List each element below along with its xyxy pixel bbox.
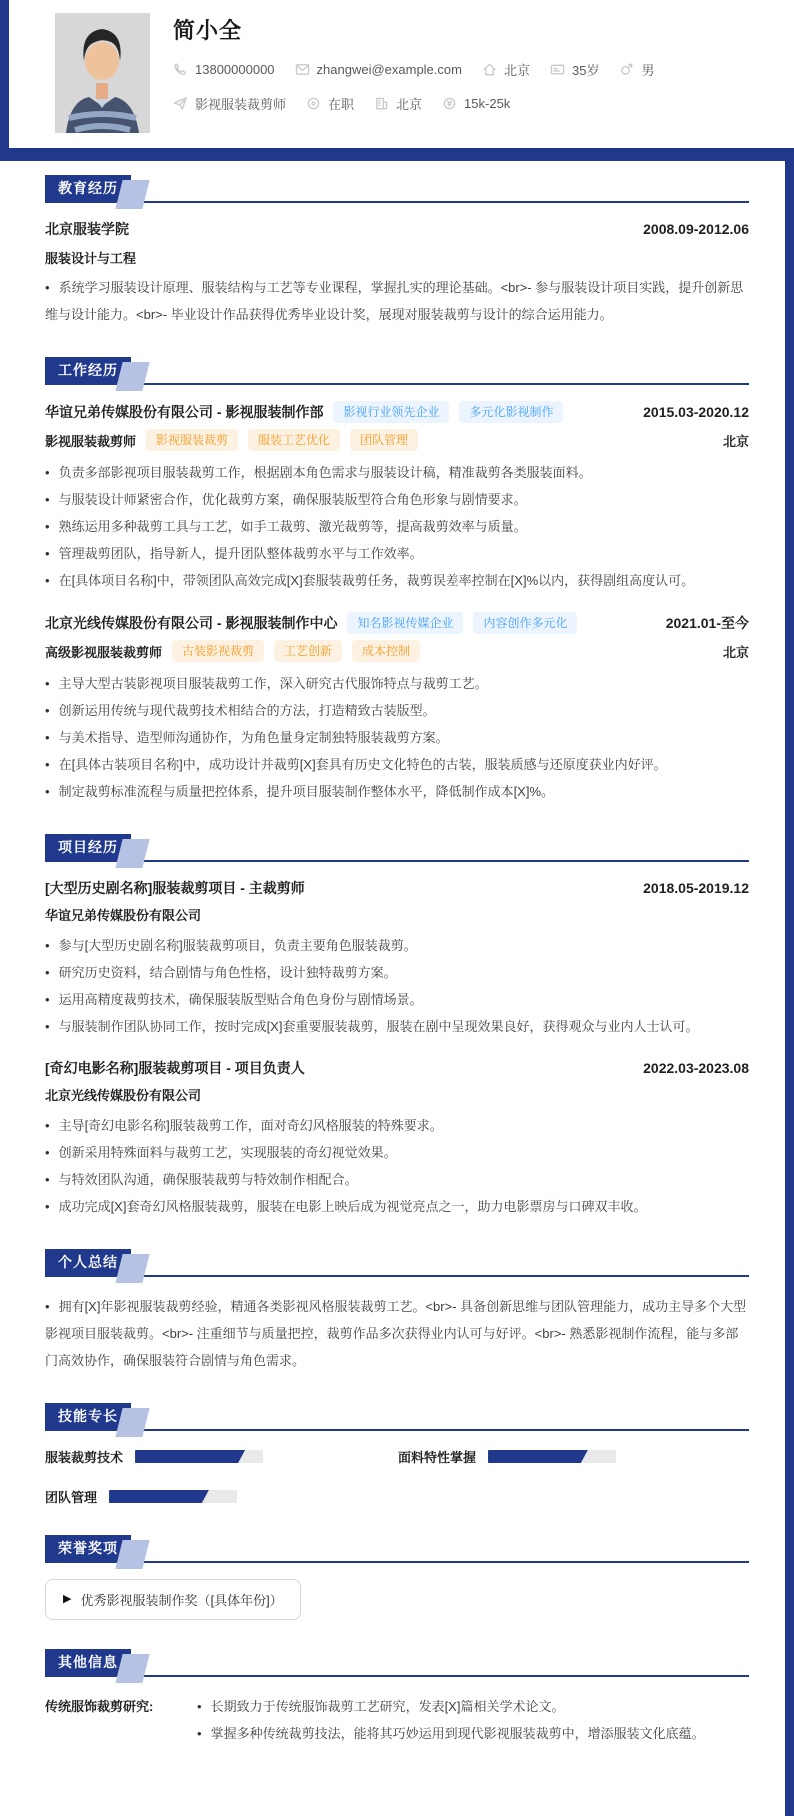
section-badge: 其他信息: [45, 1649, 131, 1676]
project-name: [奇幻电影名称]服装裁剪项目 - 项目负责人: [45, 1060, 305, 1076]
skill-bar-fill: [488, 1450, 588, 1463]
contact-email: [295, 62, 462, 77]
contact-gender-text: 男: [641, 63, 655, 78]
project-name: [大型历史剧名称]服装裁剪项目 - 主裁剪师: [45, 880, 305, 896]
section-title-work: [45, 357, 749, 384]
job-location: 北京: [722, 644, 749, 660]
section-badge: 项目经历: [45, 834, 131, 861]
honor-text: 优秀影视服装制作奖（[具体年份]）: [80, 1593, 283, 1608]
section-title-education: [45, 175, 749, 202]
section-badge: 荣誉奖项: [45, 1535, 131, 1562]
contact-phone: [173, 62, 275, 77]
section-title-other: [45, 1649, 749, 1676]
section-summary: [45, 1249, 749, 1374]
contact-status: [306, 94, 354, 113]
project-title-row: [45, 1058, 749, 1078]
project-title-row: [45, 878, 749, 898]
job-bullet: • 负责多部影视项目服装裁剪工作，根据剧本角色需求与服装设计稿，精准裁剪各类服装面料。: [45, 459, 749, 486]
company-tag: 影视行业领先企业: [333, 401, 449, 423]
section-skills: [45, 1403, 749, 1506]
project-bullets: [45, 1112, 749, 1220]
project-entry-1: [45, 878, 749, 1040]
other-bullet: • 长期致力于传统服饰裁剪工艺研究，发表[X]篇相关学术论文。: [197, 1693, 705, 1720]
position-tag: 工艺创新: [274, 640, 342, 662]
job-bullet: • 熟练运用多种裁剪工具与工艺，如手工裁剪、激光裁剪等，提高裁剪效率与质量。: [45, 513, 749, 540]
section-education: [45, 175, 749, 328]
section-badge: 工作经历: [45, 357, 131, 384]
project-bullet: • 研究历史资料，结合剧情与角色性格，设计独特裁剪方案。: [45, 959, 749, 986]
divider-band: [0, 148, 794, 161]
mail-icon: [295, 62, 310, 77]
status-icon: [306, 96, 321, 111]
job-location: 北京: [722, 433, 749, 449]
summary-bullet: • 拥有[X]年影视服装裁剪经验，精通各类影视风格服装裁剪工艺。<br>- 具备创新思维与团队管理能力，成功主导多个大型影视项目服装裁剪。<br>- 注重细节与质量把控，裁剪作品多次获得业内认可与好评。<br>- 熟悉影视制作流程，能与多部门高效协作，确保服装符合剧情与角色需求。: [45, 1293, 749, 1374]
project-bullet: • 运用高精度裁剪技术，确保服装版型贴合角色身份与剧情场景。: [45, 986, 749, 1013]
section-honors: [45, 1535, 749, 1620]
skill-bar-fill: [135, 1450, 245, 1463]
job-bullet: • 在[具体古装项目名称]中，成功设计并裁剪[X]套具有历史文化特色的古装，服装质感与还原度获业内好评。: [45, 751, 749, 778]
project-company: 华谊兄弟传媒股份有限公司: [45, 908, 202, 923]
header-info: [173, 0, 674, 148]
contact-target-job-text: 影视服装裁剪师: [195, 97, 287, 112]
project-entry-2: [45, 1058, 749, 1220]
play-icon: ▶: [63, 1593, 72, 1605]
project-bullet: • 成功完成[X]套奇幻风格服装裁剪，服装在电影上映后成为视觉亮点之一，助力电影票房与口碑双丰收。: [45, 1193, 749, 1220]
contact-status-text: 在职: [328, 97, 355, 112]
job-bullet: • 在[具体项目名称]中，带领团队高效完成[X]套服装裁剪任务，裁剪误差率控制在[X]%以内，获得剧组高度认可。: [45, 567, 749, 594]
section-title-summary: [45, 1249, 749, 1276]
other-info-row: [45, 1693, 749, 1747]
skill-item: [398, 1447, 749, 1466]
skill-bar-fill: [109, 1490, 209, 1503]
section-title-skills: [45, 1403, 749, 1430]
job-bullet: • 与美术指导、造型师沟通协作，为角色量身定制独特服装裁剪方案。: [45, 724, 749, 751]
paper-plane-icon: [173, 96, 188, 111]
job-company-row: [45, 612, 749, 634]
contact-city-text: 北京: [396, 97, 423, 112]
education-bullet: • 系统学习服装设计原理、服装结构与工艺等专业课程，掌握扎实的理论基础。<br>- 参与服装设计项目实践，提升创新思维与设计能力。<br>- 毕业设计作品获得优秀毕业设计奖，展现对服装裁剪与设计的综合运用能力。: [45, 274, 749, 328]
position-tag: 服装工艺优化: [248, 429, 340, 451]
section-badge: 个人总结: [45, 1249, 131, 1276]
company-tag: 知名影视传媒企业: [347, 612, 463, 634]
job-bullet: • 与服装设计师紧密合作，优化裁剪方案，确保服装版型符合角色形象与剧情要求。: [45, 486, 749, 513]
contact-hometown-text: 北京: [503, 63, 530, 78]
job-position-row: [45, 640, 749, 662]
contact-phone-text: 13800000000: [195, 62, 275, 77]
gender-icon: [619, 62, 634, 77]
job-title: 高级影视服装裁剪师: [45, 644, 163, 660]
job-position-row: [45, 429, 749, 451]
position-tag: 成本控制: [352, 640, 420, 662]
contact-target-job: [173, 94, 286, 113]
project-bullet: • 与特效团队沟通，确保服装裁剪与特效制作相配合。: [45, 1166, 749, 1193]
contact-salary: [442, 96, 510, 111]
candidate-name: 简小全: [173, 18, 243, 43]
job-bullets: [45, 670, 749, 805]
education-entry-header: [45, 219, 749, 239]
position-tag: 古装影视裁剪: [172, 640, 264, 662]
home-icon: [482, 62, 497, 77]
project-dates: 2018.05-2019.12: [643, 880, 749, 896]
section-title-projects: [45, 834, 749, 861]
contact-salary-text: 15k-25k: [464, 96, 511, 111]
company-tag: 内容创作多元化: [473, 612, 577, 634]
section-badge: 技能专长: [45, 1403, 131, 1430]
honor-item: [45, 1579, 301, 1620]
skill-bar: [135, 1450, 263, 1463]
job-entry-1: [45, 401, 749, 594]
contact-age-text: 35岁: [571, 63, 600, 78]
job-bullet: • 创新运用传统与现代裁剪技术相结合的方法，打造精致古装版型。: [45, 697, 749, 724]
section-projects: [45, 834, 749, 1220]
company-name: 华谊兄弟传媒股份有限公司 - 影视服装制作部: [45, 404, 324, 420]
contact-city: [374, 94, 422, 113]
job-dates: 2021.01-至今: [665, 615, 749, 631]
section-work: [45, 357, 749, 805]
other-info-bullets: [197, 1693, 705, 1747]
job-title: 影视服装裁剪师: [45, 433, 137, 449]
contact-gender: [619, 60, 654, 79]
skill-bar: [109, 1490, 237, 1503]
city-icon: [374, 96, 389, 111]
salary-icon: [442, 96, 457, 111]
section-badge: 教育经历: [45, 175, 131, 202]
project-bullet: • 主导[奇幻电影名称]服装裁剪工作，面对奇幻风格服装的特殊要求。: [45, 1112, 749, 1139]
resume-body: [0, 161, 794, 1816]
job-bullets: [45, 459, 749, 594]
project-bullets: [45, 932, 749, 1040]
contact-email-text: zhangwei@example.com: [316, 62, 462, 77]
skill-bar: [488, 1450, 616, 1463]
school-name: 北京服装学院: [45, 221, 129, 237]
other-info-label: 传统服饰裁剪研究:: [45, 1699, 154, 1714]
contact-hometown: [482, 60, 530, 79]
skills-grid: [45, 1447, 749, 1506]
job-bullet: • 主导大型古装影视项目服装裁剪工作，深入研究古代服饰特点与裁剪工艺。: [45, 670, 749, 697]
age-icon: [550, 62, 565, 77]
other-bullet: • 掌握多种传统裁剪技法，能将其巧妙运用到现代影视服装裁剪中，增添服装文化底蕴。: [197, 1720, 705, 1747]
project-bullet: • 创新采用特殊面料与裁剪工艺，实现服装的奇幻视觉效果。: [45, 1139, 749, 1166]
job-bullet: • 管理裁剪团队，指导新人，提升团队整体裁剪水平与工作效率。: [45, 540, 749, 567]
resume-header: [0, 0, 794, 148]
project-bullet: • 参与[大型历史剧名称]服装裁剪项目，负责主要角色服装裁剪。: [45, 932, 749, 959]
skill-label: 面料特性掌握: [398, 1450, 477, 1465]
education-major: 服装设计与工程: [45, 251, 137, 266]
project-company: 北京光线传媒股份有限公司: [45, 1088, 202, 1103]
company-tag: 多元化影视制作: [459, 401, 563, 423]
position-tag: 影视服装裁剪: [146, 429, 238, 451]
job-company-row: [45, 401, 749, 423]
project-bullet: • 与服装制作团队协同工作，按时完成[X]套重要服装裁剪，服装在剧中呈现效果良好，获得观众与业内人士认可。: [45, 1013, 749, 1040]
skill-label: 团队管理: [45, 1490, 98, 1505]
section-other: [45, 1649, 749, 1747]
skill-label: 服装裁剪技术: [45, 1450, 124, 1465]
job-bullet: • 制定裁剪标准流程与质量把控体系，提升项目服装制作整体水平，降低制作成本[X]%。: [45, 778, 749, 805]
skill-item: [45, 1487, 398, 1506]
phone-icon: [173, 62, 188, 77]
job-dates: 2015.03-2020.12: [643, 404, 749, 420]
contact-row-2: [173, 94, 674, 113]
skill-item: [45, 1447, 398, 1466]
contact-row-1: [173, 60, 674, 79]
position-tag: 团队管理: [350, 429, 418, 451]
education-dates: 2008.09-2012.06: [643, 221, 749, 237]
avatar: [55, 13, 150, 133]
section-title-honors: [45, 1535, 749, 1562]
job-entry-2: [45, 612, 749, 805]
contact-age: [550, 60, 599, 79]
company-name: 北京光线传媒股份有限公司 - 影视服装制作中心: [45, 615, 338, 631]
project-dates: 2022.03-2023.08: [643, 1060, 749, 1076]
